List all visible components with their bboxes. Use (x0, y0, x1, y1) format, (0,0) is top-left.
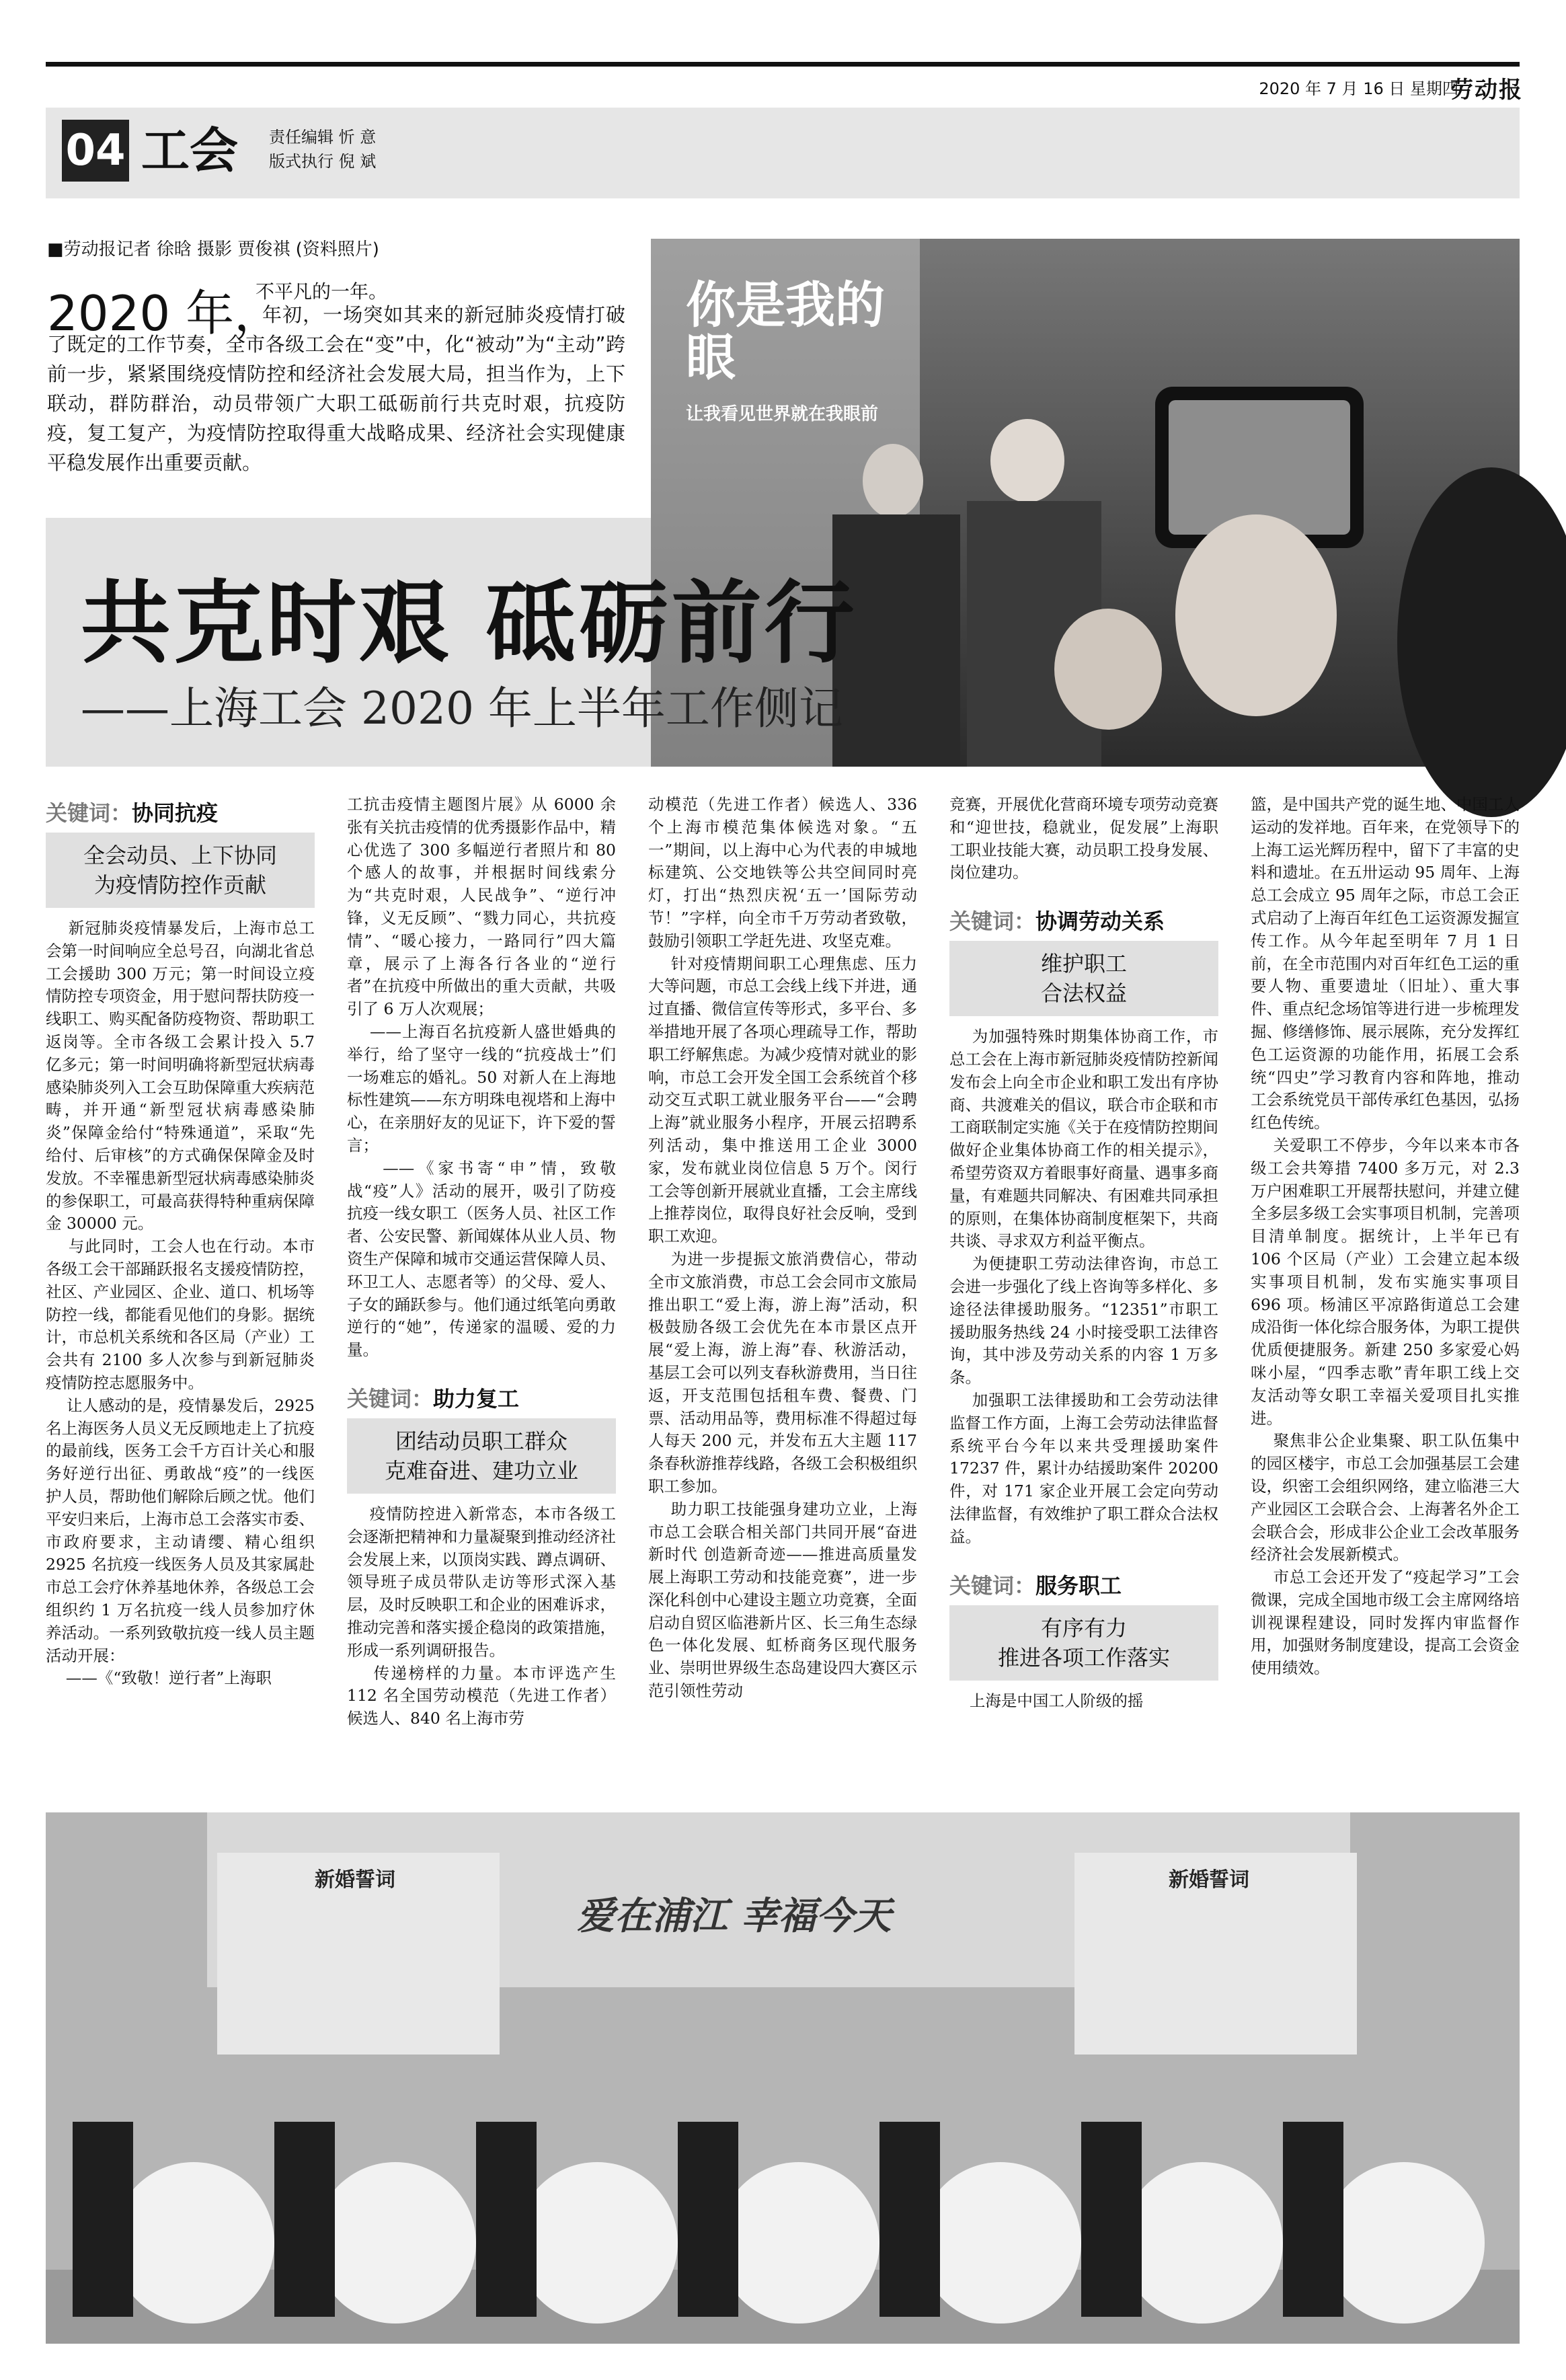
vow-board-left: 新婚誓词 (315, 1868, 395, 1892)
byline: ■劳动报记者 徐晗 摄影 贾俊祺 (资料照片) (47, 239, 379, 260)
sub-heading-box: 团结动员职工群众 克难奋进、建功立业 (347, 1418, 616, 1494)
column-text-2: 上海是中国工人阶级的摇 (949, 1691, 1144, 1710)
sub-headline: ——上海工会 2020 年上半年工作侧记 (81, 683, 843, 734)
keyword-text: 协调劳动关系 (1035, 909, 1165, 935)
keyword-text: 协同抗疫 (132, 800, 219, 826)
column-4 (949, 794, 1218, 1792)
lead-paragraph: 年初，一场突如其来的新冠肺炎疫情打破了既定的工作节奏，全市各级工会在“变”中，化“被动”为“主动”跨前一步，紧紧围绕疫情防控和经济社会发展大局，担当作为，上下联动，群防群治，动员带领广大职工砥砺前行共克时艰，抗疫防疫，复工复产，为疫情防控取得重大战略成果、经济社会实现健康平稳发展作出重要贡献。 (47, 303, 625, 474)
keyword-text: 服务职工 (1035, 1572, 1122, 1599)
vow-board-right: 新婚誓词 (1169, 1868, 1249, 1892)
hero-photo-overlay-sub: 让我看见世界就在我眼前 (686, 404, 879, 424)
column-text: 篮，是中国共产党的诞生地、中国工人运动的发祥地。百年来，在党领导下的上海工运光辉历程中，留下了丰富的史料和遗址。在五卅运动 95 周年、上海总工会成立 95 周年之际，市总工会正式启动了上海百年红色工运资源发掘宣传工作。从今年起至明年 7 月 1 日前，在全市范围内对百年红色工运的重要人物、重要遗址（旧址）、重大事件、重点纪念场馆等进行进一步梳理发掘、修缮修饰、展示展陈，充分发挥红色工运资源的功能作用，拓展工会系统“四史”学习教育内容和阵地，推动工会系统党员干部传承红色基因，弘扬红色传统。 关爱职工不停步，今年以来本市各级工会共筹措 7400 多万元，对 2.3 万户困难职工开展帮扶慰问，并建立健全多层多级工会实事项目机制，完善项目清单制度。据统计，上半年已有 106 个区局（产业）工会建立起本级实事项目机制，发布实施实事项目 696 项。杨浦区平凉路街道总工会建成沿街一体化综合服务体，为职工提供优质便捷服务。新建 250 多家爱心妈咪小屋，“四季志歌”青年职工线上交友活动等女职工幸福关爱项目扎实推进。 聚焦非公企业集聚、职工队伍集中的园区楼宇，市总工会加强基层工会建设，织密工会组织网络，建立临港三大产业园区工会联合会、上海著名外企工会联合会，形成非公企业工会改革服务经济社会发展新模式。 市总工会还开发了“疫起学习”工会微课，完成全国地市级工会主席网络培训视课程建设，同时发挥内审监督作用，加强财务制度建设，提高工会资金使用绩效。 (1251, 795, 1520, 1678)
keyword-text: 助力复工 (433, 1385, 520, 1412)
page-number: 04 (62, 120, 129, 182)
article-columns (46, 794, 1520, 1792)
column-text: 为加强特殊时期集体协商工作，市总工会在上海市新冠肺炎疫情防控新闻发布会上向全市企业和职工发出有序协商、共渡难关的倡议，联合市企联和市工商联制定实施《关于在疫情防控期间做好企业集体协商工作的相关提示》，希望劳资双方着眼事好商量、遇事多商量，有难题共同解决、有困难共同承担的原则，在集体协商制度框架下，共商共谈、寻求双方利益平衡点。 为便捷职工劳动法律咨询，市总工会进一步强化了线上咨询等多样化、多途径法律援助服务。“12351”市职工援助服务热线 24 小时接受职工法律咨询，其中涉及劳动关系的内容 1 万多条。 加强职工法律援助和工会劳动法律监督工作方面，上海工会劳动法律监督系统平台今年以来共受理援助案件 17237 件，累计办结援助案件 20200 件，对 171 家企业开展工会定向劳动法律监督，有效维护了职工群众合法权益。 (949, 1027, 1218, 1546)
sub-heading-box-2: 有序有力 推进各项工作落实 (949, 1605, 1218, 1681)
keyword-heading (347, 1379, 616, 1413)
sub-heading-box: 全会动员、上下协同 为疫情防控作贡献 (46, 833, 315, 908)
column-1 (46, 794, 315, 1792)
column-text-top: 工抗击疫情主题图片展》从 6000 余张有关抗击疫情的优秀摄影作品中，精心优选了 300 多幅逆行者照片和 80 个感人的故事，并根据时间线索分为“共克时艰，人民战争”、“逆行冲锋，义无反顾”、“戮力同心，共抗疫情”、“暖心接力，一路同行”四大篇章，展示了上海各行各业的“逆行者”在抗疫中所做出的重大贡献，共吸引了 6 万人次观展； ——上海百名抗疫新人盛世婚典的举行，给了坚守一线的“抗疫战士”们一场难忘的婚礼。50 对新人在上海地标性建筑——东方明珠电视塔和上海中心，在亲朋好友的见证下，许下爱的誓言； ——《家书寄“申”情，致敬战“疫”人》活动的展开，吸引了防疫抗疫一线女职工（医务人员、社区工作者、公安民警、新闻媒体从业人员、物资生产保障和城市交通运营保障人员、环卫工人、志愿者等）的父母、爱人、子女的踊跃参与。他们通过纸笔向勇敢逆行的“她”，传递家的温暖、爱的力量。 (347, 795, 616, 1360)
hero-photo-overlay: 你是我的眼 (686, 276, 885, 387)
wedding-photo (46, 1812, 1520, 2344)
keyword-heading-2 (949, 1566, 1218, 1600)
keyword-heading (46, 794, 315, 827)
paper-logo: 劳动报 (1450, 77, 1523, 104)
top-rule (46, 62, 1520, 67)
section-band (46, 108, 1520, 198)
sub-heading-box: 维护职工 合法权益 (949, 941, 1218, 1016)
column-3 (648, 794, 917, 1792)
column-text: 新冠肺炎疫情暴发后，上海市总工会第一时间响应全总号召，向湖北省总工会援助 300 万元；第一时间设立疫情防控专项资金，用于慰问帮扶防疫一线职工、购买配备防疫物资、帮助职工返岗等。全市各级工会累计投入 5.7 亿多元；第一时间明确将新型冠状病毒感染肺炎列入工会互助保障重大疾病范畴，并开通“新型冠状病毒感染肺炎”保障金给付“特殊通道”，采取“先给付、后审核”的方式确保保障金及时发放。不幸罹患新型冠状病毒感染肺炎的参保职工，可最高获得特种重病保障金 30000 元。 与此同时，工会人也在行动。本市各级工会干部踊跃报名支援疫情防控，社区、产业园区、企业、道口、机场等防控一线，都能看见他们的身影。据统计，市总机关系统和各区局（产业）工会共有 2100 多人次参与到新冠肺炎疫情防控志愿服务中。 让人感动的是，疫情暴发后，2925 名上海医务人员义无反顾地走上了抗疫的最前线，医务工会千方百计关心和服务好逆行出征、勇敢战“疫”的一线医护人员，帮助他们解除后顾之忧。他们平安归来后，上海市总工会落实市委、市政府要求，主动请缨、精心组织 2925 名抗疫一线医务人员及其家属赴市总工会疗休养基地休养，各级总工会组织约 1 万名抗疫一线人员参加疗休养活动。一系列致敬抗疫一线人员主题活动开展： ——《“致敬！逆行者”上海职 (46, 919, 315, 1688)
editor-credits (269, 125, 376, 174)
lead-tag: 不平凡的一年。 (256, 280, 388, 303)
keyword-label: 关键词： (949, 909, 1036, 935)
keyword-label: 关键词： (347, 1385, 434, 1412)
layout-line: 版式执行 倪 斌 (269, 152, 377, 171)
main-headline: 共克时艰 砥砺前行 (81, 571, 857, 676)
column-text-top: 竞赛，开展优化营商环境专项劳动竞赛和“迎世技，稳就业，促发展”上海职工职业技能大赛，动员职工投身发展、岗位建功。 (949, 795, 1218, 882)
column-text: 疫情防控进入新常态，本市各级工会逐渐把精神和力量凝聚到推动经济社会发展上来，以顶岗实践、蹲点调研、领导班子成员带队走访等形式深入基层，及时反映职工和企业的困难诉求，推动完善和落实援企稳岗的政策措施，形成一系列调研报告。 传递榜样的力量。本市评选产生 112 名全国劳动模范（先进工作者）候选人、840 名上海市劳 (347, 1504, 616, 1728)
keyword-heading (949, 902, 1218, 935)
column-5 (1251, 794, 1520, 1792)
lead-year: 2020 年， (47, 285, 283, 342)
column-2 (347, 794, 616, 1792)
keyword-label: 关键词： (949, 1572, 1036, 1599)
section-title: 工会 (141, 122, 239, 179)
editor-line: 责任编辑 忻 意 (269, 128, 377, 147)
keyword-label: 关键词： (46, 800, 132, 826)
issue-date: 2020 年 7 月 16 日 星期四 (1259, 79, 1458, 98)
wedding-banner-text: 爱在浦江 幸福今天 (577, 1894, 892, 1938)
column-text: 动模范（先进工作者）候选人、336 个上海市模范集体候选对象。“五一”期间，以上海中心为代表的申城地标建筑、公交地铁等公共空间同时亮灯，打出“热烈庆祝‘五一’国际劳动节！”字样，向全市千万劳动者致敬，鼓励引领职工学赶先进、攻坚克难。 针对疫情期间职工心理焦虑、压力大等问题，市总工会线上线下并进，通过直播、微信宣传等形式，多平台、多举措地开展了各项心理疏导工作，帮助职工纾解焦虑。为减少疫情对就业的影响，市总工会开发全国工会系统首个移动交互式职工就业服务平台——“会聘上海”就业服务小程序，开展云招聘系列活动，集中推送用工企业 3000 家，发布就业岗位信息 5 万个。闵行工会等创新开展就业直播，工会主席线上推荐岗位，取得良好社会反响，受到职工欢迎。 为进一步提振文旅消费信心，带动全市文旅消费，市总工会会同市文旅局推出职工“爱上海，游上海”活动，积极鼓励各级工会优先在本市景区点开展“爱上海，游上海”春、秋游活动，基层工会可以列支春秋游费用，当日往返，开支范围包括租车费、餐费、门票、活动用品等，费用标准不得超过每人每天 200 元，并发布五大主题 117 条春秋游推荐线路，各级工会积极组织职工参加。 助力职工技能强身建功立业，上海市总工会联合相关部门共同开展“奋进新时代 创造新奇迹——推进高质量发展上海职工劳动和技能竞赛”，进一步深化科创中心建设主题立功竞赛，全面启动自贸区临港新片区、长三角生态绿色一体化发展、虹桥商务区现代服务业、崇明世界级生态岛建设四大赛区示范引领性劳动 (648, 795, 917, 1701)
